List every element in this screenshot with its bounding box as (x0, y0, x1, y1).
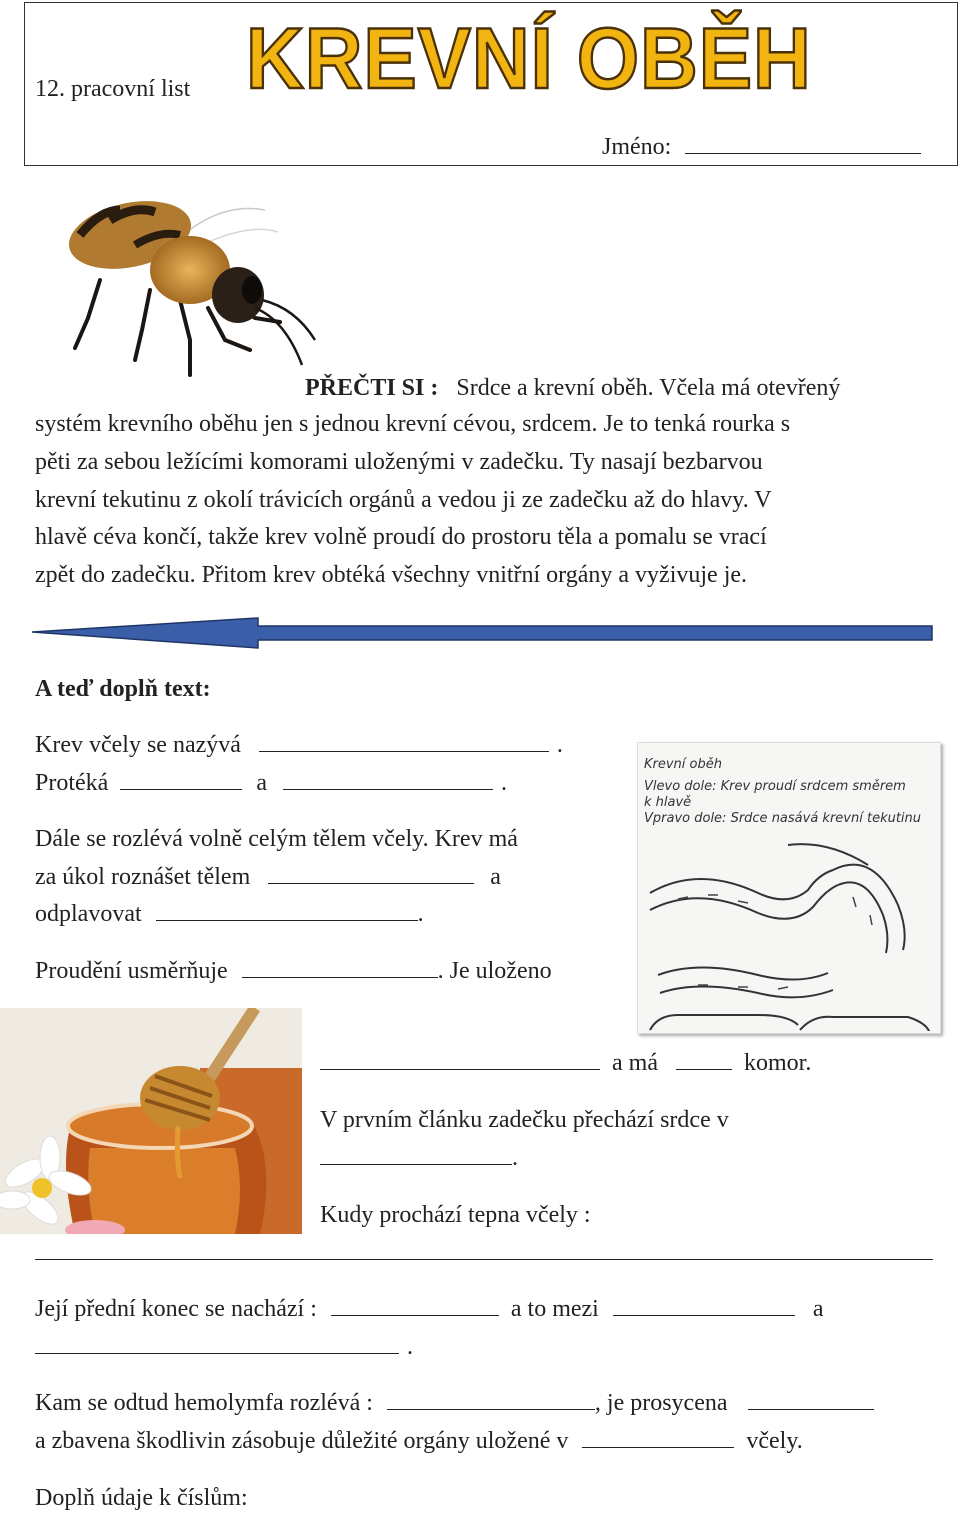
diagram-title: Krevní oběh (644, 757, 722, 772)
exercise-line-12-text: a zbavena škodlivin zásobuje důležité orgány uložené v (35, 1428, 569, 1454)
exercise-line-6 (35, 952, 552, 990)
exercise-line-10b (35, 1328, 413, 1366)
honey-photo (0, 1008, 302, 1234)
blank-8[interactable] (676, 1047, 732, 1070)
exercise-line-2 (35, 764, 507, 802)
exercise-line-11-mid: , je prosycena (594, 1390, 728, 1416)
exercise-line-4 (35, 858, 501, 896)
name-label: Jméno: (602, 134, 672, 160)
exercise-line-13: Doplň údaje k číslům: (35, 1485, 248, 1511)
arrow-left-icon (30, 614, 936, 654)
blank-7[interactable] (320, 1047, 600, 1070)
blank-6[interactable] (242, 955, 438, 978)
exercise-line-10-text: Její přední konec se nachází : (35, 1296, 317, 1322)
reading-line-2: systém krevního oběhu jen s jednou krevní cévou, srdcem. Je to tenká rourka s (35, 411, 791, 437)
reading-line-1 (305, 369, 840, 407)
reading-line-6: zpět do zadečku. Přitom krev obtéká všechny vnitřní orgány a vyživuje je. (35, 562, 748, 588)
reading-line-1-text: Srdce a krevní oběh. Včela má otevřený (456, 375, 841, 401)
blank-4[interactable] (268, 861, 474, 884)
blank-5[interactable] (156, 898, 418, 921)
diagram-line-2: k hlavě (644, 795, 692, 810)
sheet-number: 12. pracovní list (35, 76, 191, 102)
exercise-line-5 (35, 895, 424, 933)
exercise-line-1-text: Krev včely se nazývá (35, 732, 241, 758)
exercise-line-10 (35, 1290, 824, 1328)
blank-2[interactable] (120, 767, 242, 790)
blank-3[interactable] (283, 767, 493, 790)
exercise-line-12-tail: včely. (746, 1428, 803, 1454)
exercise-line-8b (320, 1139, 518, 1177)
exercise-line-5-text: odplavovat (35, 901, 142, 927)
exercise-line-2-and: a (256, 770, 267, 796)
name-blank[interactable] (685, 131, 921, 154)
bee-photo (40, 190, 320, 390)
exercise-heading: A teď doplň text: (35, 676, 211, 702)
period: . (407, 1334, 413, 1360)
exercise-line-6-text: Proudění usměrňuje (35, 958, 228, 984)
exercise-line-1 (35, 726, 563, 764)
exercise-line-11-text: Kam se odtud hemolymfa rozlévá : (35, 1390, 373, 1416)
blank-14[interactable] (387, 1387, 595, 1410)
exercise-line-7-tail: komor. (743, 1050, 812, 1076)
exercise-line-2-text: Protéká (35, 770, 109, 796)
reading-line-5: hlavě céva končí, takže krev volně proudí do prostoru těla a pomalu se vrací (35, 524, 767, 550)
diagram-line-1: Vlevo dole: Krev proudí srdcem směrem (644, 779, 906, 794)
reading-line-3: pěti za sebou ležícími komorami uloženými v zadečku. Ty nasají bezbarvou (35, 449, 763, 475)
exercise-line-9b (35, 1234, 933, 1272)
exercise-line-8: V prvním článku zadečku přechází srdce v (320, 1107, 729, 1133)
exercise-line-10-and: a (812, 1296, 824, 1322)
blank-1[interactable] (259, 729, 549, 752)
exercise-line-11 (35, 1384, 874, 1422)
exercise-line-10-mid: a to mezi (510, 1296, 599, 1322)
exercise-line-6-tail: . Je uloženo (437, 958, 552, 984)
name-field (602, 128, 921, 166)
exercise-line-12 (35, 1422, 803, 1460)
exercise-line-3: Dále se rozlévá volně celým tělem včely. Krev má (35, 826, 518, 852)
exercise-line-4-and: a (490, 864, 501, 890)
reading-heading: PŘEČTI SI : (305, 375, 439, 401)
heart-tube-drawing (638, 835, 940, 1031)
exercise-line-7 (320, 1044, 811, 1082)
exercise-line-9: Kudy prochází tepna včely : (320, 1202, 591, 1228)
exercise-line-7-text: a má (612, 1050, 658, 1076)
period: . (512, 1145, 518, 1171)
blank-9[interactable] (320, 1142, 512, 1165)
period: . (500, 770, 507, 796)
blank-13[interactable] (35, 1331, 399, 1354)
diagram-line-3: Vpravo dole: Srdce nasává krevní tekutinu (644, 811, 922, 826)
blank-12[interactable] (613, 1293, 795, 1316)
period: . (417, 901, 424, 927)
blank-11[interactable] (331, 1293, 499, 1316)
circulation-diagram (637, 742, 941, 1034)
period: . (556, 732, 563, 758)
reading-line-4: krevní tekutinu z okolí trávicích orgánů a vedou ji ze zadečku až do hlavy. V (35, 487, 772, 513)
blank-15[interactable] (748, 1387, 874, 1410)
exercise-line-4-text: za úkol roznášet tělem (35, 864, 251, 890)
blank-10[interactable] (35, 1237, 933, 1260)
page-title: KREVNÍ OBĚH (246, 11, 812, 107)
blank-16[interactable] (582, 1425, 734, 1448)
